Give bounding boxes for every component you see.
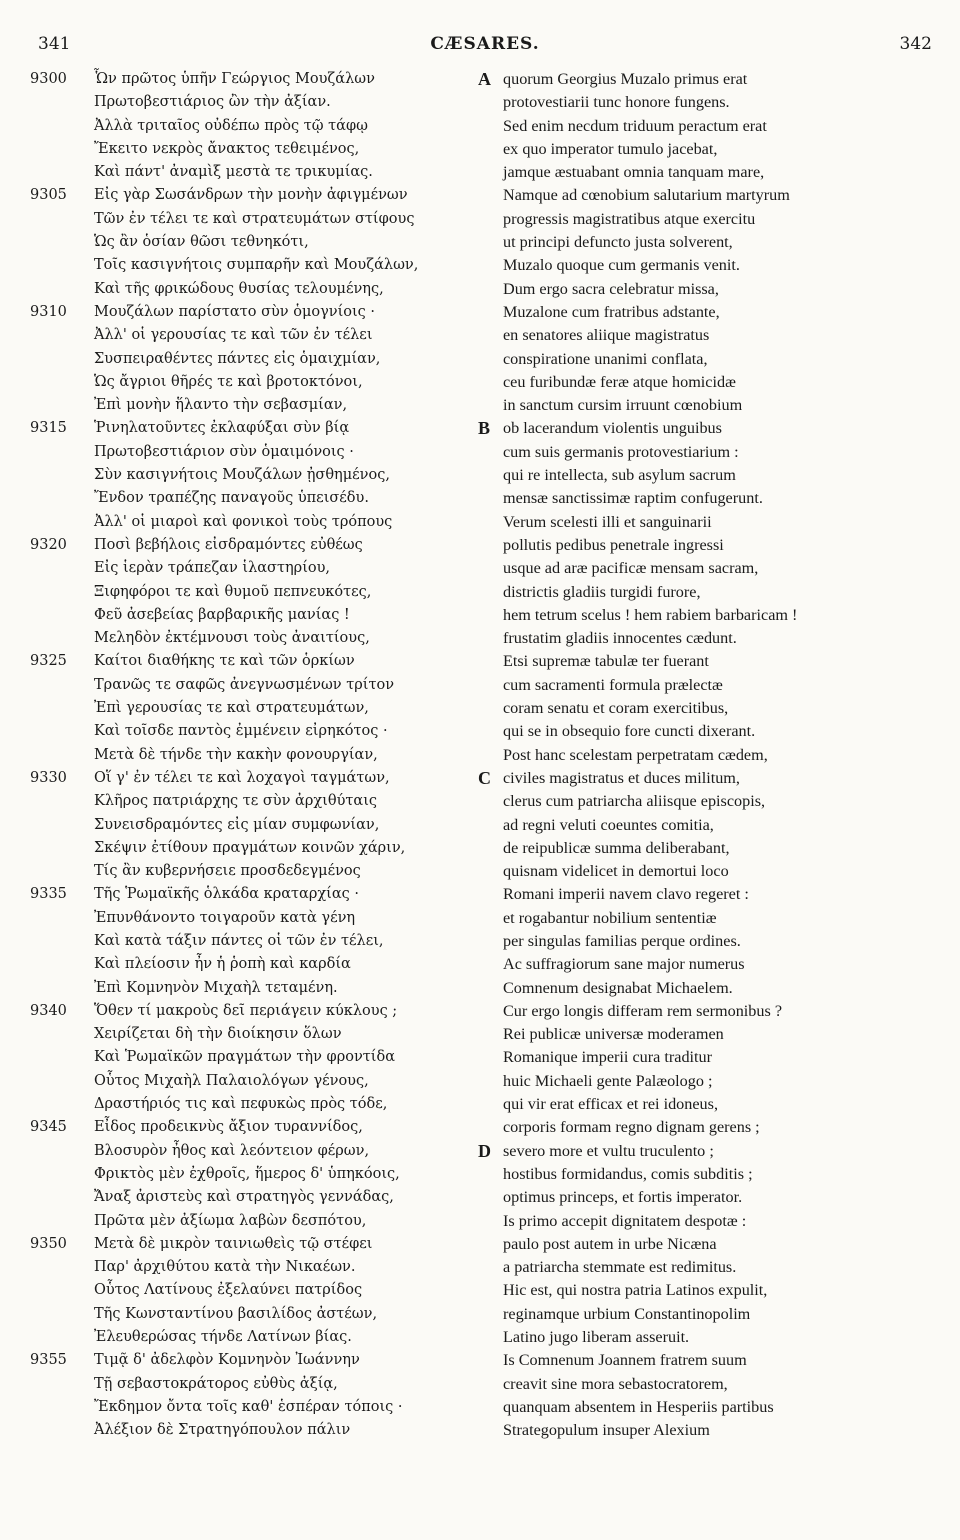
verse-number: 9330 (30, 769, 67, 786)
latin-translation-text: Cur ergo longis differam rem sermonibus ? (503, 1001, 783, 1020)
latin-line (478, 790, 948, 813)
latin-line (478, 394, 948, 417)
latin-translation-text: huic Michaeli gente Palæologo ; (503, 1071, 713, 1090)
greek-line (30, 441, 470, 464)
right-page-number: 342 (899, 34, 932, 54)
latin-line (478, 581, 948, 604)
greek-line (30, 650, 470, 673)
greek-line (30, 511, 470, 534)
latin-translation-text: Latino jugo liberam asseruit. (503, 1328, 690, 1347)
latin-translation-text: ad regni veluti coeuntes comitia, (503, 815, 714, 834)
greek-line (30, 91, 470, 114)
greek-verse-text: Ἀλέξιον δὲ Στρατηγόπουλον πάλιν (94, 1422, 351, 1439)
greek-verse-text: Τῆς Ῥωμαϊκῆς ὁλκάδα κραταρχίας · (94, 886, 359, 903)
greek-line (30, 557, 470, 580)
latin-line (478, 1303, 948, 1326)
greek-line (30, 138, 470, 161)
latin-line (478, 301, 948, 324)
latin-line (478, 534, 948, 557)
latin-translation-text: Hic est, qui nostra patria Latinos expulit, (503, 1281, 768, 1300)
latin-translation-text: qui re intellecta, sub asylum sacrum (503, 466, 736, 485)
latin-translation-text: conspiratione unanimi conflata, (503, 349, 708, 368)
latin-line (478, 1093, 948, 1116)
latin-translation-text: quanquam absentem in Hesperiis partibus (503, 1397, 774, 1416)
greek-line (30, 394, 470, 417)
latin-line (478, 1140, 948, 1163)
latin-translation-text: a patriarcha stemmate est redimitus. (503, 1258, 737, 1277)
latin-translation-text: Is Comnenum Joannem fratrem suum (503, 1351, 747, 1370)
latin-line (478, 604, 948, 627)
greek-line (30, 1256, 470, 1279)
latin-line (478, 464, 948, 487)
latin-line (478, 348, 948, 371)
greek-verse-text: Ἀλλ' οἱ γερουσίας τε καὶ τῶν ἐν τέλει (94, 327, 373, 344)
latin-line (478, 441, 948, 464)
latin-translation-text: hem tetrum scelus ! hem rabiem barbaricam ! (503, 605, 798, 624)
greek-verse-text: Ἄναξ ἀριστεὺς καὶ στρατηγὸς γεννάδας, (94, 1189, 394, 1206)
latin-translation-text: quisnam videlicet in demortui loco (503, 862, 729, 881)
greek-line (30, 464, 470, 487)
latin-line (478, 1326, 948, 1349)
greek-verse-text: Εἶδος προδεικνὺς ἄξιον τυραννίδος, (94, 1119, 363, 1136)
latin-translation-text: Romani imperii navem clavo regeret : (503, 885, 749, 904)
latin-translation-text: jamque æstuabant omnia tanquam mare, (503, 163, 765, 182)
left-page-number: 341 (38, 34, 71, 54)
latin-line (478, 837, 948, 860)
latin-translation-text: mensæ sanctissimæ raptim confugerunt. (503, 489, 763, 508)
latin-line (478, 1279, 948, 1302)
greek-verse-text: Καὶ κατὰ τάξιν πάντες οἱ τῶν ἐν τέλει, (94, 932, 384, 949)
greek-verse-text: Ἐπὶ γερουσίας τε καὶ στρατευμάτων, (94, 700, 369, 717)
latin-translation-text: Romanique imperii cura traditur (503, 1048, 713, 1067)
greek-verse-text: Τρανῶς τε σαφῶς ἀνεγνωσμένων τρίτον (94, 676, 395, 693)
latin-translation-text: en senatores aliique magistratus (503, 326, 710, 345)
greek-line (30, 1349, 470, 1372)
latin-translation-text: per singulas familias perque ordines. (503, 931, 741, 950)
latin-line (478, 953, 948, 976)
greek-line (30, 1163, 470, 1186)
latin-line (478, 907, 948, 930)
greek-verse-text: Καὶ τῆς φρικώδους θυσίας τελουμένης, (94, 280, 384, 297)
latin-translation-text: cum sacramenti formula prælectæ (503, 675, 723, 694)
greek-line (30, 231, 470, 254)
greek-verse-text: Φεῦ ἀσεβείας βαρβαρικῆς μανίας ! (94, 606, 350, 623)
latin-line (478, 208, 948, 231)
greek-verse-text: Τῶν ἐν τέλει τε καὶ στρατευμάτων στίφους (94, 210, 415, 227)
greek-line (30, 860, 470, 883)
greek-verse-text: Ἀλλ' οἱ μιαροὶ καὶ φονικοὶ τοὺς τρόπους (94, 513, 393, 530)
greek-verse-text: Ῥινηλατοῦντες ἐκλαφύξαι σὺν βίᾳ (94, 420, 350, 437)
greek-verse-text: Ἐπὶ Κομνηνὸν Μιχαὴλ τεταμένη. (94, 979, 338, 996)
latin-line (478, 1070, 948, 1093)
latin-translation-text: Muzalone cum fratribus adstante, (503, 302, 720, 321)
latin-translation-text: quorum Georgius Muzalo primus erat (503, 70, 748, 88)
latin-translation-text: Namque ad cœnobium salutarium martyrum (503, 186, 790, 205)
greek-verse-text: Ὡς ἄγριοι θῆρές τε καὶ βροτοκτόνοι, (94, 373, 363, 390)
greek-verse-text: Οὗτος Λατίνους ἐξελαύνει πατρίδος (94, 1282, 363, 1299)
latin-line (478, 231, 948, 254)
latin-line (478, 697, 948, 720)
greek-line (30, 744, 470, 767)
greek-verse-text: Τίς ἂν κυβερνήσειε προσδεδεγμένος (94, 863, 361, 880)
greek-line (30, 1046, 470, 1069)
latin-line (478, 91, 948, 114)
greek-line (30, 814, 470, 837)
greek-verse-text: Καὶ τοῖσδε παντὸς ἐμμένειν εἰρηκότος · (94, 723, 388, 740)
latin-line (478, 161, 948, 184)
latin-translation-text: cum suis germanis protovestiarium : (503, 442, 739, 461)
greek-line (30, 254, 470, 277)
greek-line (30, 837, 470, 860)
greek-line (30, 1116, 470, 1139)
latin-translation-text: corporis formam regno dignam gerens ; (503, 1118, 760, 1137)
greek-line (30, 953, 470, 976)
greek-line (30, 883, 470, 906)
latin-line (478, 977, 948, 1000)
greek-verse-text: Ἔκδημον ὄντα τοῖς καθ' ἑσπέραν τόποις · (94, 1398, 403, 1415)
latin-line (478, 674, 948, 697)
latin-line (478, 417, 948, 440)
latin-translation-text: Comnenum designabat Michaelem. (503, 978, 733, 997)
greek-line (30, 534, 470, 557)
greek-verse-text: Χειρίζεται δὴ τὴν διοίκησιν ὅλων (94, 1026, 342, 1043)
latin-line (478, 860, 948, 883)
latin-line (478, 487, 948, 510)
greek-verse-text: Καὶ Ῥωμαϊκῶν πραγμάτων τὴν φροντίδα (94, 1049, 395, 1066)
latin-translation-text: ceu furibundæ feræ atque homicidæ (503, 372, 736, 391)
latin-translation-text: ob lacerandum violentis unguibus (503, 419, 722, 438)
greek-line (30, 627, 470, 650)
latin-line (478, 1349, 948, 1372)
greek-verse-text: Ἔνδον τραπέζης παναγοῦς ὑπεισέδυ. (94, 490, 369, 507)
latin-translation-text: pollutis pedibus penetrale ingressi (503, 535, 724, 554)
verse-number: 9310 (30, 303, 67, 320)
greek-verse-text: Φρικτὸς μὲν ἐχθροῖς, ἥμερος δ' ὑπηκόοις, (94, 1165, 400, 1182)
greek-verse-text: Οὗτος Μιχαὴλ Παλαιολόγων γένους, (94, 1072, 369, 1089)
latin-line (478, 744, 948, 767)
greek-line (30, 790, 470, 813)
greek-line (30, 1023, 470, 1046)
greek-text-column (30, 68, 470, 1443)
latin-line (478, 324, 948, 347)
greek-line (30, 1000, 470, 1023)
greek-verse-text: Καίτοι διαθήκης τε καὶ τῶν ὁρκίων (94, 653, 355, 670)
latin-translation-text: Post hanc scelestam perpetratam cædem, (503, 745, 768, 764)
latin-translation-text: Etsi supremæ tabulæ ter fuerant (503, 652, 709, 671)
greek-verse-text: Ὅθεν τί μακροὺς δεῖ περιάγειν κύκλους ; (94, 1002, 398, 1019)
greek-verse-text: Σκέψιν ἐτίθουν πραγμάτων κοινῶν χάριν, (94, 839, 406, 856)
greek-verse-text: Ὧν πρῶτος ὑπῆν Γεώργιος Μουζάλων (94, 71, 375, 87)
greek-line (30, 161, 470, 184)
greek-verse-text: Κλῆρος πατριάρχης τε σὺν ἀρχιθύταις (94, 793, 377, 810)
greek-verse-text: Εἰς ἱερὰν τράπεζαν ἱλαστηρίου, (94, 560, 331, 577)
latin-line (478, 1163, 948, 1186)
latin-line (478, 278, 948, 301)
greek-verse-text: Τοῖς κασιγνήτοις συμπαρῆν καὶ Μουζάλων, (94, 257, 419, 274)
latin-line (478, 184, 948, 207)
latin-line (478, 1116, 948, 1139)
greek-line (30, 1279, 470, 1302)
greek-verse-text: Τῇ σεβαστοκράτορος εὐθὺς ἀξίᾳ, (94, 1375, 338, 1392)
latin-line (478, 138, 948, 161)
latin-translation-text: reginamque urbium Constantinopolim (503, 1304, 751, 1323)
latin-line (478, 1023, 948, 1046)
latin-translation-text: Muzalo quoque cum germanis venit. (503, 256, 740, 275)
greek-verse-text: Ἐπυνθάνοντο τοιγαροῦν κατὰ γένη (94, 909, 356, 926)
greek-verse-text: Μετὰ δὲ τήνδε τὴν κακὴν φονουργίαν, (94, 746, 378, 763)
greek-verse-text: Βλοσυρὸν ἦθος καὶ λεόντειον φέρων, (94, 1142, 370, 1159)
latin-translation-text: Dum ergo sacra celebratur missa, (503, 279, 719, 298)
latin-line (478, 254, 948, 277)
greek-verse-text: Ἀλλὰ τριταῖος οὐδέπω πρὸς τῷ τάφῳ (94, 117, 368, 134)
greek-line (30, 1373, 470, 1396)
greek-verse-text: Μουζάλων παρίστατο σὺν ὁμογνίοις · (94, 303, 376, 320)
latin-translation-text: districtis gladiis turgidi furore, (503, 582, 701, 601)
greek-verse-text: Δραστήριός τις καὶ πεφυκὼς πρὸς τόδε, (94, 1096, 388, 1113)
greek-line (30, 907, 470, 930)
verse-number: 9345 (30, 1119, 67, 1136)
latin-translation-text: frustatim gladiis innocentes cædunt. (503, 629, 737, 648)
latin-translation-text: Is primo accepit dignitatem despotæ : (503, 1211, 747, 1230)
latin-translation-text: coram senatu et coram exercitibus, (503, 699, 729, 718)
latin-translation-text: creavit sine mora sebastocratorem, (503, 1374, 728, 1393)
latin-translation-text: Verum scelesti illi et sanguinarii (503, 512, 712, 531)
margin-letter: B (478, 418, 491, 439)
margin-letter: C (478, 767, 491, 788)
greek-line (30, 697, 470, 720)
greek-line (30, 604, 470, 627)
greek-verse-text: Καὶ πάντ' ἀναμὶξ μεστὰ τε τρικυμίας. (94, 164, 373, 181)
latin-translation-text: usque ad aræ pacificæ mensam sacram, (503, 559, 759, 578)
greek-verse-text: Πρωτοβεστιάριον σὺν ὁμαιμόνοις · (94, 443, 354, 460)
verse-number: 9300 (30, 71, 67, 87)
greek-verse-text: Ἐπὶ μονὴν ἥλαντο τὴν σεβασμίαν, (94, 397, 348, 414)
latin-translation-text: hostibus formidandus, comis subditis ; (503, 1164, 753, 1183)
greek-verse-text: Τιμᾷ δ' ἀδελφὸν Κομνηνὸν Ἰωάννην (94, 1352, 360, 1369)
greek-verse-text: Ἐλευθερώσας τήνδε Λατίνων βίας. (94, 1329, 352, 1346)
latin-line (478, 1046, 948, 1069)
latin-translation-text: qui vir erat efficax et rei idoneus, (503, 1095, 718, 1114)
greek-line (30, 301, 470, 324)
greek-verse-text: Μετὰ δὲ μικρὸν ταινιωθεὶς τῷ στέφει (94, 1235, 373, 1252)
latin-translation-text: et rogabantur nobilium sententiæ (503, 908, 717, 927)
latin-translation-text: qui se in obsequio fore cuncti dixerant. (503, 722, 756, 741)
greek-line (30, 720, 470, 743)
greek-line (30, 1070, 470, 1093)
greek-line (30, 208, 470, 231)
greek-line (30, 930, 470, 953)
latin-translation-text: progressis magistratibus atque exercitu (503, 209, 756, 228)
page-header (38, 34, 932, 58)
greek-line (30, 278, 470, 301)
latin-translation-text: clerus cum patriarcha aliisque episcopis, (503, 792, 766, 811)
verse-number: 9355 (30, 1352, 67, 1369)
latin-translation-text: ex quo imperator tumulo jacebat, (503, 139, 718, 158)
verse-number: 9315 (30, 420, 67, 437)
latin-line (478, 1396, 948, 1419)
verse-number: 9350 (30, 1235, 67, 1252)
greek-verse-text: Πρωτοβεστιάριος ὢν τὴν ἀξίαν. (94, 94, 331, 111)
latin-translation-text: Rei publicæ universæ moderamen (503, 1025, 724, 1044)
running-title: CÆSARES. (430, 34, 540, 54)
verse-number: 9340 (30, 1002, 67, 1019)
latin-line (478, 1419, 948, 1442)
latin-line (478, 1186, 948, 1209)
greek-line (30, 977, 470, 1000)
greek-line (30, 184, 470, 207)
greek-line (30, 417, 470, 440)
verse-number: 9335 (30, 886, 67, 903)
greek-verse-text: Ἔκειτο νεκρὸς ἄνακτος τεθειμένος, (94, 140, 360, 157)
latin-translation-text: paulo post autem in urbe Nicæna (503, 1234, 717, 1253)
latin-line (478, 930, 948, 953)
greek-line (30, 1303, 470, 1326)
latin-translation-text: severo more et vultu truculento ; (503, 1141, 714, 1160)
greek-verse-text: Ποσὶ βεβήλοις εἰσδραμόντες εὐθέως (94, 536, 363, 553)
greek-verse-text: Παρ' ἀρχιθύτου κατὰ τὴν Νικαέων. (94, 1259, 356, 1276)
greek-verse-text: Ξιφηφόροι τε καὶ θυμοῦ πεπνευκότες, (94, 583, 372, 600)
greek-line (30, 1210, 470, 1233)
greek-line (30, 1396, 470, 1419)
greek-line (30, 324, 470, 347)
greek-verse-text: Τῆς Κωνσταντίνου βασιλίδος ἀστέων, (94, 1305, 378, 1322)
greek-line (30, 348, 470, 371)
greek-line (30, 674, 470, 697)
margin-letter: A (478, 69, 491, 89)
latin-translation-text: in sanctum cursim irruunt cœnobium (503, 396, 743, 415)
latin-translation-text: protovestiarii tunc honore fungens. (503, 93, 730, 112)
latin-line (478, 1256, 948, 1279)
greek-verse-text: Πρῶτα μὲν ἀξίωμα λαβὼν δεσπότου, (94, 1212, 367, 1229)
latin-line (478, 511, 948, 534)
latin-line (478, 115, 948, 138)
greek-line (30, 1233, 470, 1256)
latin-line (478, 1373, 948, 1396)
greek-verse-text: Οἵ γ' ἐν τέλει τε καὶ λοχαγοὶ ταγμάτων, (94, 769, 390, 786)
greek-verse-text: Σὺν κασιγνήτοις Μουζάλων ᾐσθημένος, (94, 467, 390, 484)
greek-line (30, 1326, 470, 1349)
greek-line (30, 767, 470, 790)
latin-translation-text: de reipublicæ summa deliberabant, (503, 838, 730, 857)
latin-translation-text: civiles magistratus et duces militum, (503, 768, 740, 787)
greek-line (30, 1419, 470, 1442)
greek-verse-text: Μεληδὸν ἐκτέμνουσι τοὺς ἀναιτίους, (94, 630, 370, 647)
greek-verse-text: Συσπειραθέντες πάντες εἰς ὁμαιχμίαν, (94, 350, 381, 367)
greek-line (30, 371, 470, 394)
greek-verse-text: Εἰς γὰρ Σωσάνδρων τὴν μονὴν ἀφιγμένων (94, 187, 408, 204)
greek-line (30, 581, 470, 604)
greek-verse-text: Ὡς ἂν ὁσίαν θῶσι τεθνηκότι, (94, 234, 309, 251)
latin-translation-text: Strategopulum insuper Alexium (503, 1421, 710, 1440)
latin-line (478, 557, 948, 580)
latin-line (478, 1233, 948, 1256)
greek-line (30, 1140, 470, 1163)
latin-line (478, 767, 948, 790)
latin-line (478, 814, 948, 837)
latin-translation-text: ut principi defuncto justa solverent, (503, 233, 733, 252)
greek-line (30, 1186, 470, 1209)
latin-translation-text: optimus princeps, et fortis imperator. (503, 1188, 743, 1207)
latin-translation-text: Sed enim necdum triduum peractum erat (503, 116, 767, 135)
latin-line (478, 68, 948, 91)
latin-line (478, 1210, 948, 1233)
latin-text-column (478, 68, 948, 1443)
greek-verse-text: Συνεισδραμόντες εἰς μίαν συμφωνίαν, (94, 816, 380, 833)
greek-verse-text: Καὶ πλείοσιν ἦν ἡ ῥοπὴ καὶ καρδία (94, 956, 351, 973)
latin-line (478, 720, 948, 743)
greek-line (30, 115, 470, 138)
greek-line (30, 68, 470, 91)
latin-line (478, 883, 948, 906)
latin-line (478, 371, 948, 394)
latin-line (478, 627, 948, 650)
margin-letter: D (478, 1140, 491, 1161)
latin-translation-text: Ac suffragiorum sane major numerus (503, 955, 745, 974)
latin-line (478, 650, 948, 673)
verse-number: 9325 (30, 653, 67, 670)
greek-line (30, 487, 470, 510)
verse-number: 9320 (30, 536, 67, 553)
verse-number: 9305 (30, 187, 67, 204)
greek-line (30, 1093, 470, 1116)
latin-line (478, 1000, 948, 1023)
